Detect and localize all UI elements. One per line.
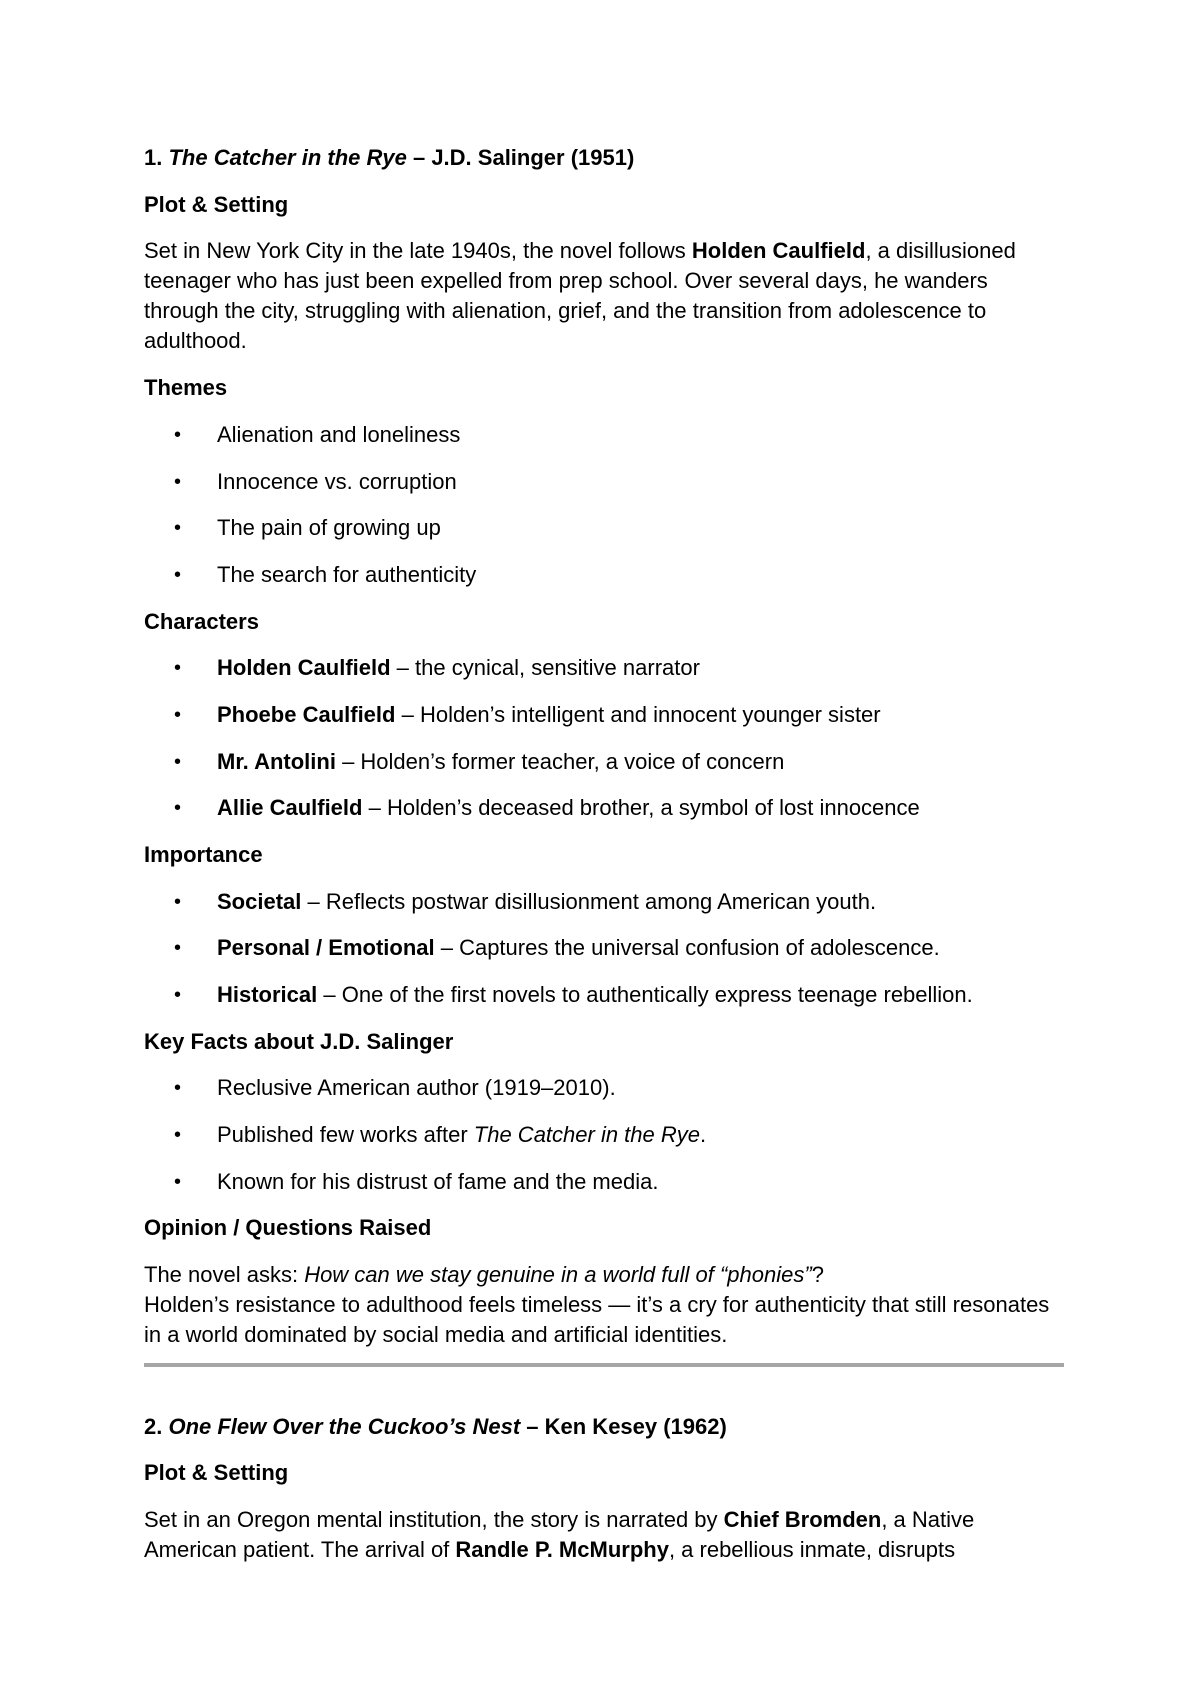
plot-paragraph	[144, 236, 1064, 356]
themes-heading: Themes	[144, 375, 228, 400]
opinion-question-end: ?	[811, 1262, 824, 1287]
character-desc: – Holden’s former teacher, a voice of concern	[335, 749, 785, 774]
plot-name-holden: Holden Caulfield	[691, 238, 866, 263]
bullet-icon: •	[174, 1077, 182, 1099]
fact-item: Reclusive American author (1919–2010).	[217, 1075, 616, 1100]
fact-book-title: The Catcher in the Rye	[473, 1122, 701, 1147]
bullet-icon: •	[174, 704, 182, 726]
importance-item	[217, 933, 940, 963]
opinion-paragraph	[144, 1260, 1064, 1350]
bullet-icon: •	[174, 891, 182, 913]
importance-name: Personal / Emotional	[217, 935, 435, 960]
section-1-book-title: The Catcher in the Rye	[168, 145, 407, 170]
opinion-text: Holden’s resistance to adulthood feels timeless — it’s a cry for authenticity that still resonates in a world dominated by social media and artificial identities.	[144, 1292, 1050, 1347]
section-1-number: 1.	[144, 145, 169, 170]
s2-plot-name-bromden: Chief Bromden	[723, 1507, 882, 1532]
section-2-plot-heading: Plot & Setting	[144, 1460, 289, 1485]
theme-item: The search for authenticity	[217, 562, 477, 587]
bullet-icon: •	[174, 424, 182, 446]
character-name: Holden Caulfield	[217, 655, 391, 680]
fact-text: Published few works after	[217, 1122, 474, 1147]
opinion-heading: Opinion / Questions Raised	[144, 1215, 432, 1240]
bullet-icon: •	[174, 1124, 182, 1146]
importance-name: Societal	[217, 889, 302, 914]
section-2-book-title: One Flew Over the Cuckoo’s Nest	[168, 1414, 521, 1439]
bullet-icon: •	[174, 751, 182, 773]
opinion-question: How can we stay genuine in a world full of “phonies”	[304, 1262, 812, 1287]
s2-plot-text-1: Set in an Oregon mental institution, the story is narrated by	[144, 1507, 724, 1532]
character-item	[217, 747, 784, 777]
section-2-author-year: – Ken Kesey (1962)	[520, 1414, 727, 1439]
importance-desc: – Reflects postwar disillusionment among American youth.	[301, 889, 877, 914]
bullet-icon: •	[174, 797, 182, 819]
bullet-icon: •	[174, 564, 182, 586]
plot-text-1: Set in New York City in the late 1940s, the novel follows	[144, 238, 692, 263]
bullet-icon: •	[174, 1171, 182, 1193]
theme-item: The pain of growing up	[217, 515, 441, 540]
character-item	[217, 793, 920, 823]
character-name: Phoebe Caulfield	[217, 702, 396, 727]
character-desc: – Holden’s intelligent and innocent younger sister	[395, 702, 881, 727]
plot-heading: Plot & Setting	[144, 192, 289, 217]
importance-heading: Importance	[144, 842, 263, 867]
importance-item	[217, 887, 876, 917]
importance-item	[217, 980, 973, 1010]
s2-plot-name-mcmurphy: Randle P. McMurphy	[455, 1537, 669, 1562]
character-item	[217, 700, 881, 730]
character-desc: – Holden’s deceased brother, a symbol of lost innocence	[362, 795, 920, 820]
importance-desc: – One of the first novels to authentically express teenage rebellion.	[317, 982, 973, 1007]
section-2-plot-paragraph	[144, 1505, 1064, 1565]
fact-item: Known for his distrust of fame and the media.	[217, 1169, 659, 1194]
s2-plot-text-2: , a Native American patient. The arrival of	[144, 1507, 975, 1562]
fact-text-end: .	[700, 1122, 707, 1147]
character-item	[217, 653, 700, 683]
section-2-title	[144, 1412, 1064, 1442]
section-1-title	[144, 143, 1064, 173]
bullet-icon: •	[174, 937, 182, 959]
importance-name: Historical	[217, 982, 318, 1007]
bullet-icon: •	[174, 517, 182, 539]
s2-plot-text-3: , a rebellious inmate, disrupts	[668, 1537, 956, 1562]
bullet-icon: •	[174, 984, 182, 1006]
characters-heading: Characters	[144, 609, 259, 634]
section-2-number: 2.	[144, 1414, 169, 1439]
character-name: Mr. Antolini	[217, 749, 336, 774]
character-desc: – the cynical, sensitive narrator	[390, 655, 700, 680]
plot-text-2: , a disillusioned teenager who has just been expelled from prep school. Over several days, he wanders through the city, struggling with alienation, grief, and the transition from adolescence to adulthood.	[144, 238, 1016, 353]
bullet-icon: •	[174, 657, 182, 679]
fact-item	[217, 1120, 706, 1150]
facts-heading: Key Facts about J.D. Salinger	[144, 1029, 454, 1054]
horizontal-divider	[144, 1363, 1064, 1367]
bullet-icon: •	[174, 471, 182, 493]
theme-item: Innocence vs. corruption	[217, 469, 457, 494]
opinion-question-lead: The novel asks:	[144, 1262, 305, 1287]
section-1-author-year: – J.D. Salinger (1951)	[406, 145, 635, 170]
character-name: Allie Caulfield	[217, 795, 363, 820]
importance-desc: – Captures the universal confusion of adolescence.	[434, 935, 940, 960]
theme-item: Alienation and loneliness	[217, 422, 461, 447]
